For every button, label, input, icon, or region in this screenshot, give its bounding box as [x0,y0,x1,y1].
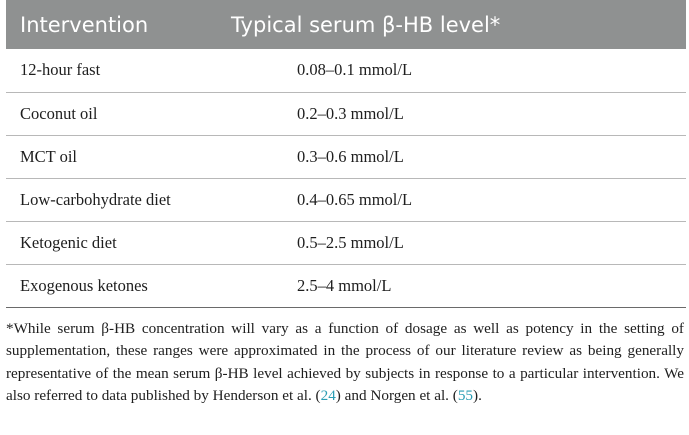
cell-level: 0.08–0.1 mmol/L [297,60,413,80]
table-footnote [6,318,686,408]
footnote-text: ) and Norgen et al. ( [335,387,458,405]
cell-level: 2.5–4 mmol/L [297,275,392,295]
cell-level: 0.3–0.6 mmol/L [297,146,404,166]
footnote-text: ). [473,387,482,405]
table-row [6,92,686,135]
header-serum-level: Typical serum β-HB level* [231,12,501,37]
table-row [6,135,686,178]
cell-intervention: Low-carbohydrate diet [20,189,171,209]
intervention-table [6,0,686,308]
cell-level: 0.2–0.3 mmol/L [297,103,404,123]
cell-intervention: MCT oil [20,146,78,166]
document [6,0,686,423]
cell-intervention: 12-hour fast [20,60,101,80]
table-row [6,178,686,221]
cell-intervention: Ketogenic diet [20,232,117,252]
reference-link-24[interactable]: 24 [320,387,336,405]
cell-intervention: Coconut oil [20,103,98,123]
cell-level: 0.5–2.5 mmol/L [297,232,404,252]
reference-link-55[interactable]: 55 [457,387,474,405]
table-row [6,221,686,264]
table-row [6,264,686,307]
cell-level: 0.4–0.65 mmol/L [297,189,413,209]
footnote-text: *While serum β-HB concentration will vary as a function of dosage as well as potency in the setting of supplementation, these ranges were approximated in the process of our literature review as being generally representative of the mean serum β-HB level achieved by subjects in response to a particular intervention. We also referred to data published by Henderson et al. ( [6,319,684,405]
table-header-row [6,0,686,49]
cell-intervention: Exogenous ketones [20,275,148,295]
table-row [6,49,686,92]
header-intervention: Intervention [20,12,149,37]
